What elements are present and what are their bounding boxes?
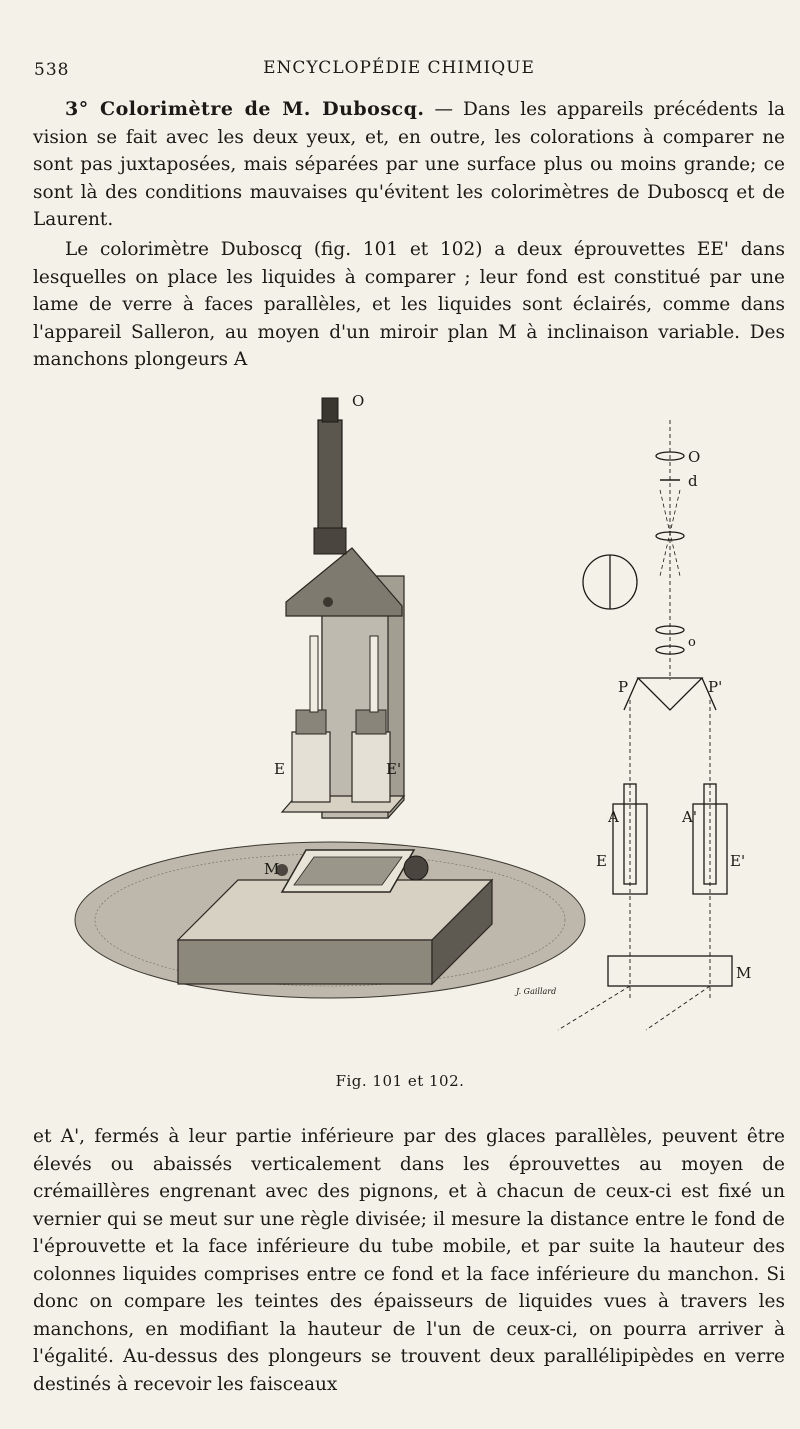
page-header <box>34 58 764 82</box>
cylinder-e-prime-collar <box>356 710 386 734</box>
running-title: ENCYCLOPÉDIE CHIMIQUE <box>263 58 535 78</box>
label-p: P <box>618 678 629 696</box>
incident-ray-right <box>646 986 710 1030</box>
fig102-labels <box>596 448 751 982</box>
label-m-schematic: M <box>736 964 752 982</box>
label-e-prime: E' <box>386 760 402 778</box>
paragraph-duboscq-intro <box>33 96 785 234</box>
label-e: E <box>274 760 285 778</box>
label-m: M <box>264 860 280 878</box>
label-e-prime-schematic: E' <box>730 852 746 870</box>
cylinder-e <box>292 732 330 802</box>
plunger-a <box>310 636 318 712</box>
paragraph-plungers: et A', fermés à leur partie inférieure par des glaces parallèles, peuvent être élevés ou abaissés verticalement dans les éprouvettes au moyen de crémaillères engrenant avec des pignons, et à chacun de ceux-ci est fixé un vernier qui se meut sur une règle divisée; il mesure la distance entre le fond de l'éprouvette et la face inférieure du tube mobile, et par suite la hauteur des colonnes liquides comprises entre ce fond et la face inférieure du manchon. Si donc on compare les teintes des épaisseurs de liquides vues à travers les manchons, en modifiant la hauteur de l'un de ceux-ci, on pourra arriver à l'égalité. Au-dessus des plongeurs se trouvent deux parallélipipèdes en verre destinés à recevoir les faisceaux <box>33 1126 785 1395</box>
eyepiece-collar <box>314 528 346 554</box>
housing-screw <box>323 597 333 607</box>
figure-illustration <box>60 380 800 1060</box>
incident-ray-left <box>558 986 630 1030</box>
base-front <box>178 940 432 984</box>
plunger-a-prime <box>370 636 378 712</box>
section-heading: 3° Colorimètre de M. Duboscq. <box>65 98 425 120</box>
label-o-small: o <box>688 635 696 650</box>
label-o-top: O <box>688 448 701 466</box>
figure-caption: Fig. 101 et 102. <box>335 1072 465 1090</box>
label-a: A <box>608 808 619 826</box>
label-p-prime: P' <box>708 678 723 696</box>
schematic-mirror-m <box>608 956 732 986</box>
paragraph-duboscq-description: Le colorimètre Duboscq (fig. 101 et 102) a deux éprouvettes EE' dans lesquelles on place les liquides à comparer ; leur fond est constitué par une lame de verre à faces parallèles, et les liquides sont éclairés, comme dans l'appareil Salleron, au moyen d'un miroir plan M à inclinaison variable. Des manchons plongeurs A <box>33 239 785 370</box>
label-o: O <box>352 392 365 410</box>
label-e-schematic: E <box>596 852 607 870</box>
fig102-schematic <box>558 420 732 1030</box>
prism-pair <box>638 678 702 710</box>
fig101-engraving <box>75 392 585 998</box>
label-d: d <box>688 472 698 490</box>
cylinder-e-prime <box>352 732 390 802</box>
engraver-signature: J. Gaillard <box>516 987 557 996</box>
figure-colorimeter <box>60 380 800 1060</box>
cylinder-e-collar <box>296 710 326 734</box>
paragraph-text: — Dans les appareils précédents la vision se fait avec les deux yeux, et, en outre, les colorations à comparer ne sont pas juxtaposées, mais séparées par une surface plus ou moins grande; ce sont là des conditions mauvaises qu'évitent les colorimètres de Duboscq et de Laurent. <box>33 99 785 230</box>
label-a-prime: A' <box>682 808 697 826</box>
mirror-knob <box>404 856 428 880</box>
page-number: 538 <box>34 60 70 80</box>
eyepiece-cap <box>322 398 338 422</box>
